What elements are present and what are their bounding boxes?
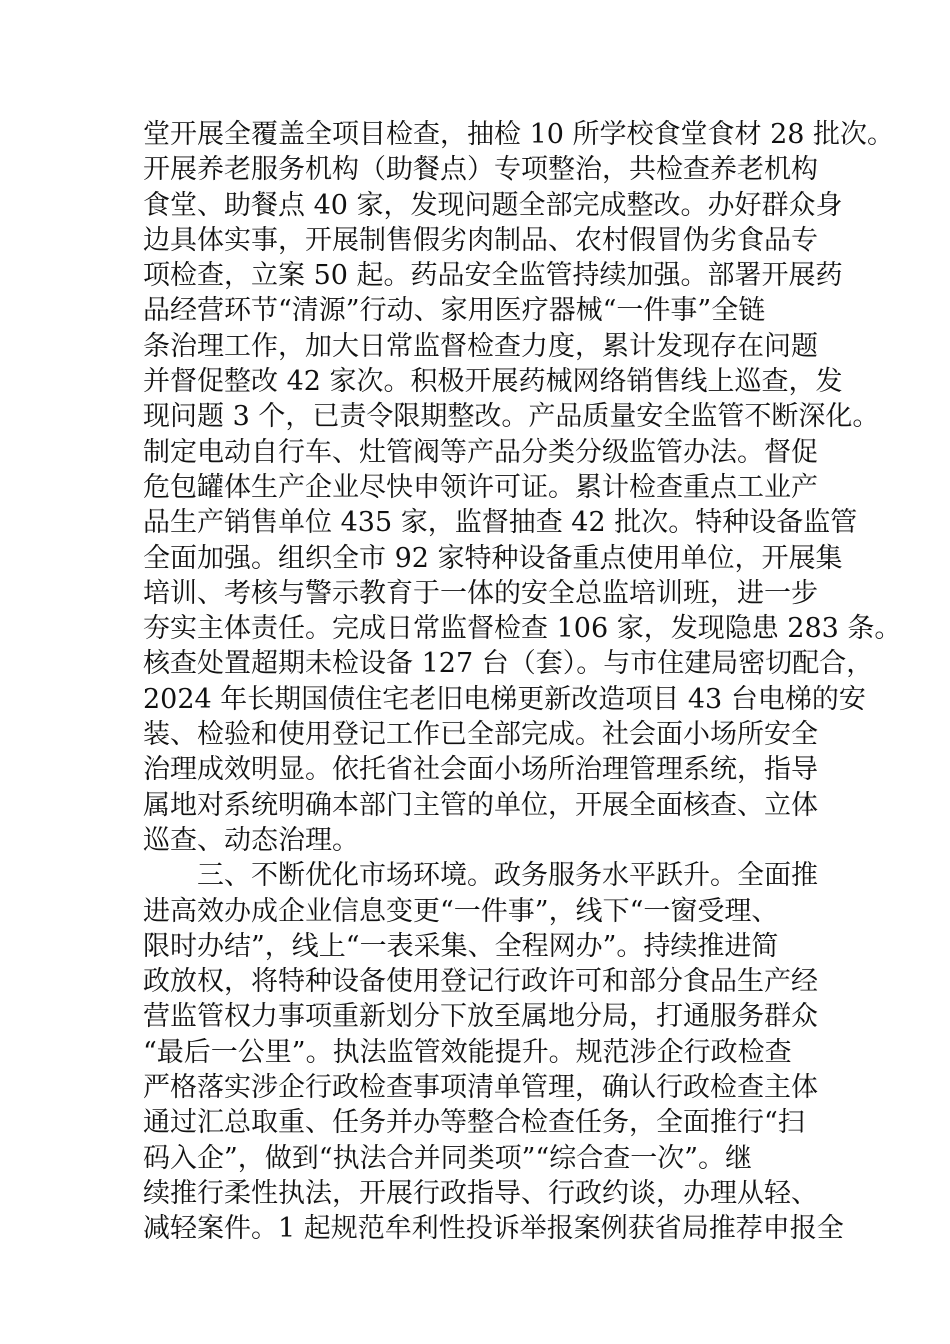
text-line: 开展养老服务机构（助餐点）专项整治，共检查养老机构 xyxy=(143,154,818,186)
text-line: 营监管权力事项重新划分下放至属地分局，打通服务群众 xyxy=(143,1001,818,1033)
text-line: 品生产销售单位 435 家，监督抽查 42 批次。特种设备监管 xyxy=(143,507,858,539)
text-line: 现问题 3 个，已责令限期整改。产品质量安全监管不断深化。 xyxy=(143,401,880,433)
text-line: 食堂、助餐点 40 家，发现问题全部完成整改。办好群众身 xyxy=(143,189,843,221)
text-line: 堂开展全覆盖全项目检查，抽检 10 所学校食堂食材 28 批次。 xyxy=(143,119,895,150)
text-line: 续推行柔性执法，开展行政指导、行政约谈，办理从轻、 xyxy=(143,1177,818,1209)
text-line: 2024 年长期国债住宅老旧电梯更新改造项目 43 台电梯的安 xyxy=(143,683,866,715)
text-line: 并督促整改 42 家次。积极开展药械网络销售线上巡查，发 xyxy=(143,366,843,398)
text-line: 政放权，将特种设备使用登记行政许可和部分食品生产经 xyxy=(143,966,818,998)
text-line: 减轻案件。1 起规范牟利性投诉举报案例获省局推荐申报全 xyxy=(143,1213,844,1245)
text-line: 核查处置超期未检设备 127 台（套）。与市住建局密切配合， xyxy=(143,648,874,680)
text-line: 夯实主体责任。完成日常监督检查 106 家，发现隐患 283 条。 xyxy=(143,613,902,645)
text-line: 属地对系统明确本部门主管的单位，开展全面核查、立体 xyxy=(143,789,818,821)
text-line: 全面加强。组织全市 92 家特种设备重点使用单位，开展集 xyxy=(143,542,843,574)
text-line: 严格落实涉企行政检查事项清单管理，确认行政检查主体 xyxy=(143,1072,818,1104)
text-line: 通过汇总取重、任务并办等整合检查任务，全面推行“扫 xyxy=(143,1107,805,1139)
text-line: 治理成效明显。依托省社会面小场所治理管理系统，指导 xyxy=(143,754,818,786)
body-text xyxy=(143,117,902,1247)
text-line: 制定电动自行车、灶管阀等产品分类分级监管办法。督促 xyxy=(143,436,818,468)
text-line: 条治理工作，加大日常监督检查力度，累计发现存在问题 xyxy=(143,330,818,362)
text-line: 项检查，立案 50 起。药品安全监管持续加强。部署开展药 xyxy=(143,260,843,292)
text-line: 边具体实事，开展制售假劣肉制品、农村假冒伪劣食品专 xyxy=(143,224,818,256)
text-line: 限时办结”，线上“一表采集、全程网办”。持续推进简 xyxy=(143,930,779,962)
text-line: “最后一公里”。执法监管效能提升。规范涉企行政检查 xyxy=(143,1036,792,1068)
text-line: 装、检验和使用登记工作已全部完成。社会面小场所安全 xyxy=(143,719,818,751)
text-line: 码入企”，做到“执法合并同类项”“综合查一次”。继 xyxy=(143,1142,753,1174)
text-line: 培训、考核与警示教育于一体的安全总监培训班，进一步 xyxy=(143,577,818,609)
text-line: 危包罐体生产企业尽快申领许可证。累计检查重点工业产 xyxy=(143,471,818,503)
text-line: 三、不断优化市场环境。政务服务水平跃升。全面推 xyxy=(143,860,818,892)
text-line: 品经营环节“清源”行动、家用医疗器械“一件事”全链 xyxy=(143,295,766,327)
text-line: 巡查、动态治理。 xyxy=(143,824,359,856)
text-line: 进高效办成企业信息变更“一件事”，线下“一窗受理、 xyxy=(143,895,779,927)
